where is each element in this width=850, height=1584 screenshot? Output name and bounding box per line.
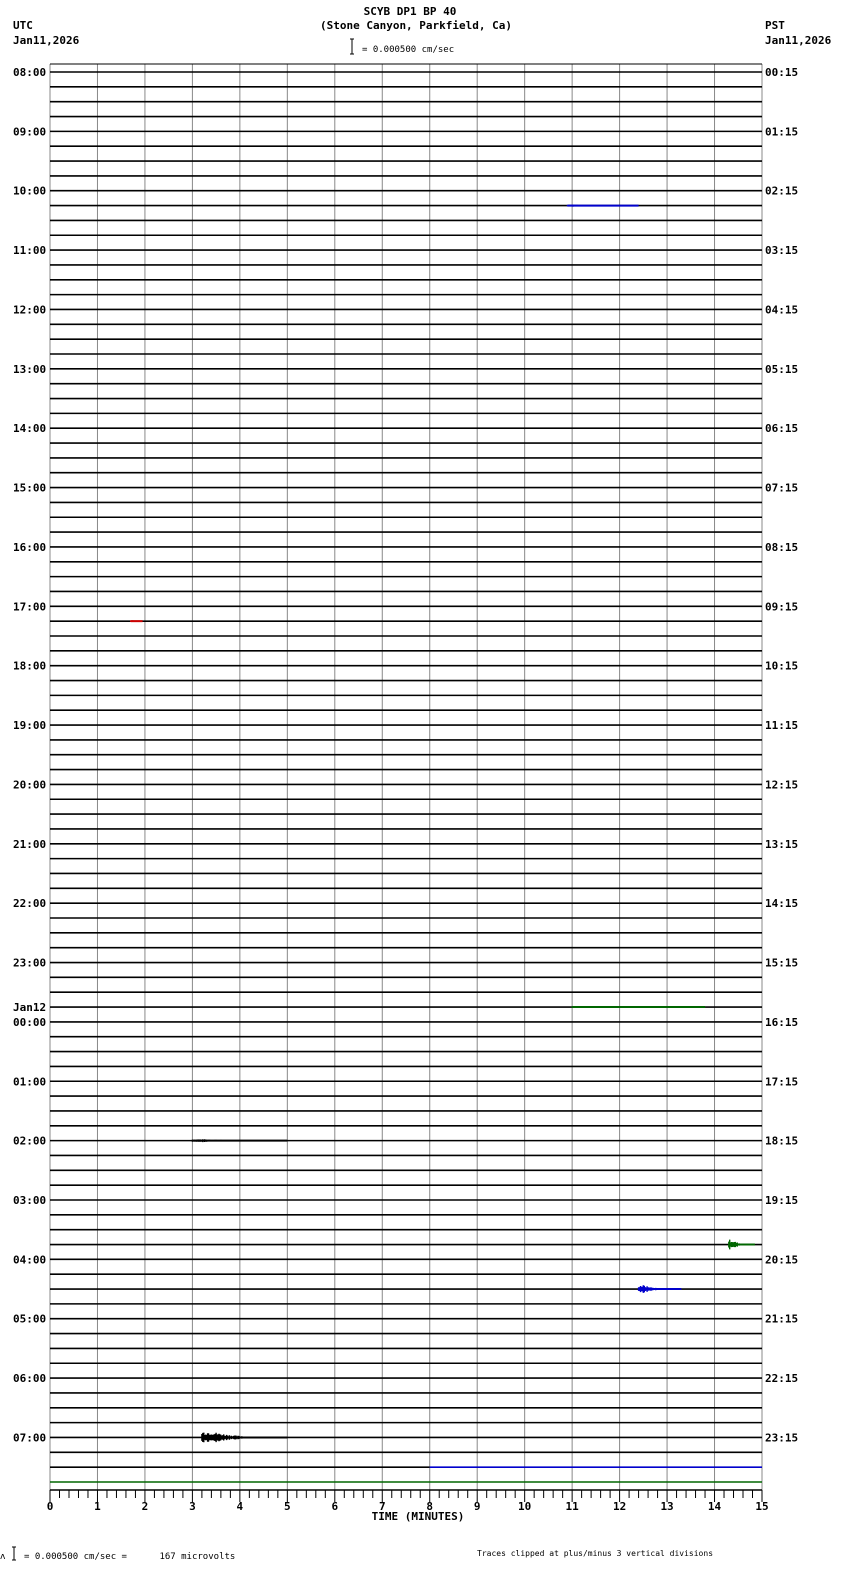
- utc-hour-label: 22:00: [13, 897, 47, 911]
- utc-hour-label: 16:00: [13, 540, 47, 554]
- x-tick-label: 3: [189, 1500, 196, 1513]
- utc-hour-label: 21:00: [13, 837, 47, 851]
- left-date: Jan11,2026: [13, 34, 80, 47]
- utc-hour-label: 23:00: [13, 956, 47, 970]
- x-tick-label: 7: [378, 1500, 386, 1513]
- right-date: Jan11,2026: [765, 34, 832, 47]
- utc-hour-label: 00:00: [13, 1015, 47, 1029]
- x-tick-label: 2: [141, 1500, 149, 1513]
- scale-label: = 0.000500 cm/sec: [362, 45, 455, 55]
- utc-hour-label: 13:00: [13, 362, 47, 376]
- pst-hour-label: 21:15: [765, 1312, 799, 1326]
- utc-hour-label: 18:00: [13, 659, 47, 673]
- utc-hour-label: 12:00: [13, 303, 47, 317]
- pst-hour-label: 10:15: [765, 659, 799, 673]
- footer-scale-icon: [0, 1547, 16, 1562]
- svg-text:ʌ: ʌ: [0, 1552, 6, 1562]
- pst-hour-label: 14:15: [765, 897, 799, 911]
- pst-hour-label: 12:15: [765, 778, 799, 792]
- x-tick-label: 0: [46, 1500, 54, 1513]
- pst-hour-label: 11:15: [765, 719, 799, 733]
- traces: [50, 72, 762, 1482]
- date-change-label: Jan12: [13, 1001, 47, 1015]
- x-tick-label: 8: [426, 1500, 434, 1513]
- pst-hour-label: 05:15: [765, 362, 799, 376]
- x-tick-label: 15: [755, 1500, 769, 1513]
- pst-hour-label: 15:15: [765, 956, 799, 970]
- x-tick-label: 4: [236, 1500, 244, 1513]
- pst-hour-label: 19:15: [765, 1193, 799, 1207]
- minute-grid: [50, 64, 762, 1490]
- pst-hour-label: 23:15: [765, 1431, 799, 1445]
- pst-hour-label: 06:15: [765, 422, 799, 436]
- chart-title: SCYB DP1 BP 40: [363, 5, 457, 18]
- x-tick-label: 9: [473, 1500, 481, 1513]
- pst-hour-label: 22:15: [765, 1372, 799, 1386]
- utc-hour-label: 14:00: [13, 422, 47, 436]
- x-tick-label: 10: [518, 1500, 532, 1513]
- x-tick-label: 11: [565, 1500, 579, 1513]
- pst-hour-label: 02:15: [765, 184, 799, 198]
- clip-note: Traces clipped at plus/minus 3 vertical divisions: [477, 1549, 714, 1558]
- x-axis-label: TIME (MINUTES): [371, 1510, 465, 1523]
- utc-hour-label: 08:00: [13, 66, 47, 79]
- pst-hour-label: 13:15: [765, 837, 799, 851]
- utc-hour-label: 19:00: [13, 719, 47, 733]
- utc-hour-label: 04:00: [13, 1253, 47, 1267]
- utc-hour-label: 03:00: [13, 1193, 47, 1207]
- footer-scale-label: = 0.000500 cm/sec = 167 microvolts: [24, 1552, 236, 1562]
- utc-hour-label: 06:00: [13, 1372, 47, 1386]
- utc-hour-label: 02:00: [13, 1134, 47, 1148]
- x-tick-label: 14: [707, 1500, 722, 1513]
- pst-hour-label: 01:15: [765, 125, 799, 139]
- utc-hour-label: 05:00: [13, 1312, 47, 1326]
- x-tick-label: 5: [284, 1500, 291, 1513]
- utc-hour-label: 07:00: [13, 1431, 47, 1445]
- scale-bar-icon: [350, 39, 354, 54]
- pst-hour-label: 20:15: [765, 1253, 799, 1267]
- pst-hour-label: 17:15: [765, 1075, 799, 1089]
- x-tick-label: 1: [94, 1500, 101, 1513]
- x-tick-label: 12: [612, 1500, 627, 1513]
- pst-hour-label: 04:15: [765, 303, 799, 317]
- utc-hour-label: 17:00: [13, 600, 47, 614]
- x-tick-label: 6: [331, 1500, 339, 1513]
- pst-hour-label: 16:15: [765, 1015, 799, 1029]
- utc-hour-label: 11:00: [13, 244, 47, 258]
- pst-hour-label: 09:15: [765, 600, 799, 614]
- left-timezone: UTC: [13, 19, 33, 32]
- right-timezone: PST: [765, 19, 785, 32]
- chart-subtitle: (Stone Canyon, Parkfield, Ca): [319, 19, 513, 32]
- utc-hour-label: 01:00: [13, 1075, 47, 1089]
- utc-hour-label: 20:00: [13, 778, 47, 792]
- utc-hour-label: 15:00: [13, 481, 47, 495]
- pst-hour-label: 03:15: [765, 244, 799, 258]
- x-tick-label: 13: [660, 1500, 674, 1513]
- pst-hour-label: 08:15: [765, 540, 799, 554]
- utc-hour-label: 10:00: [13, 184, 47, 198]
- events: [131, 205, 755, 1443]
- utc-hour-label: 09:00: [13, 125, 47, 139]
- pst-hour-label: 07:15: [765, 481, 799, 495]
- pst-hour-label: 00:15: [765, 66, 799, 79]
- pst-hour-label: 18:15: [765, 1134, 799, 1148]
